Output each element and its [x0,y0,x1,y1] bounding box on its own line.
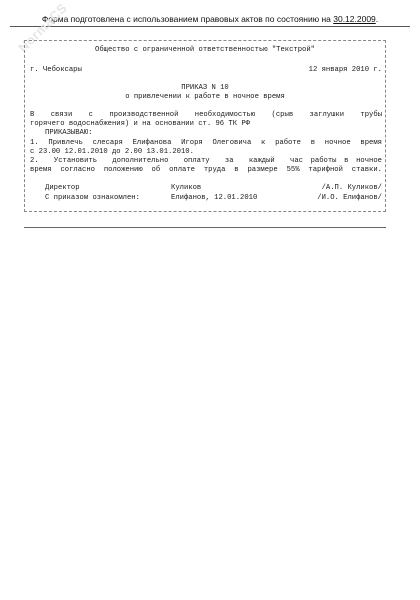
item-1-line-2: с 23.00 12.01.2010 до 2.00 13.01.2010. [30,148,194,156]
watermark-logo: NormaCS [15,0,71,56]
document-city: г. Чебоксары [30,66,82,74]
item-1-line-1: 1. Привлечь слесаря Елифанова Игоря Олеговича к работе в ночное время [30,139,382,147]
preamble-line-2: горячего водоснабжения) и на основании ст. 96 ТК РФ [30,120,250,128]
header-date-link[interactable]: 30.12.2009 [333,14,376,24]
acknowledged-name-date: Елифанов, 12.01.2010 [171,194,258,202]
header-prefix: Форма подготовлена с использованием правовых актов по состоянию на [41,14,334,24]
director-signature: /А.П. Куликов/ [321,184,382,192]
document-date: 12 января 2010 г. [308,66,382,74]
acknowledged-signature: /И.О. Елифанов/ [317,194,382,202]
header-suffix: . [375,14,379,24]
item-2-line-1: 2. Установить дополнительно оплату за каждый час работы в ночное [30,157,382,165]
form-header-note [10,12,410,27]
director-name: Куликов [171,184,202,192]
document-bottom-rule [24,227,386,228]
item-2-line-2: время согласно положению об оплате труда в размере 55% тарифной ставки. [30,166,382,174]
order-word: ПРИКАЗЫВАЮ: [45,129,93,137]
director-label: Директор [45,184,80,192]
order-subtitle: о привлечении к работе в ночное время [125,93,285,101]
acknowledged-label: С приказом ознакомлен: [45,194,140,202]
organization-name: Общество с ограниченной ответственностью "Текстрой" [95,46,315,54]
order-title: ПРИКАЗ N 10 [181,84,229,92]
preamble-line-1: В связи с производственной необходимостью (срыв заглушки трубы [30,111,382,119]
